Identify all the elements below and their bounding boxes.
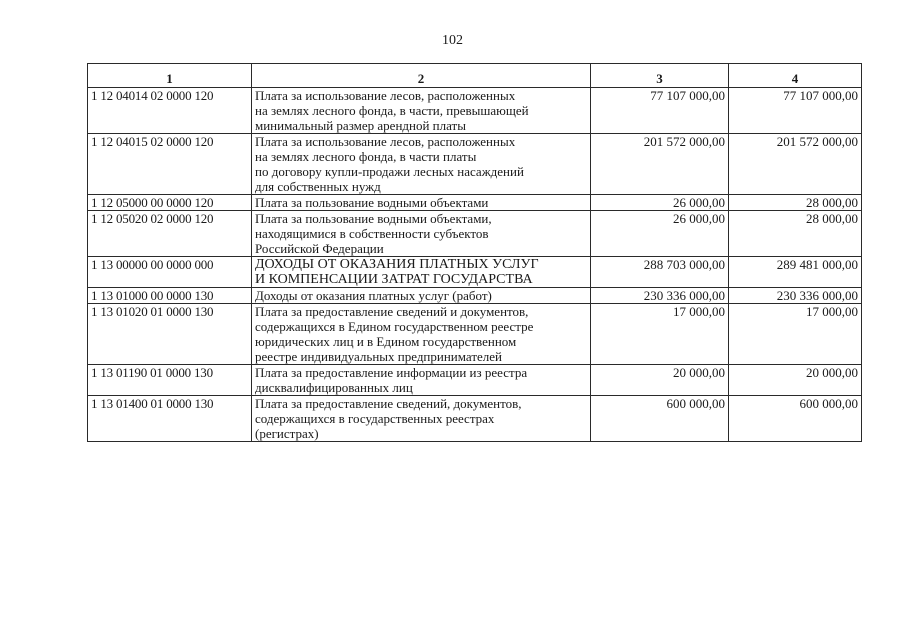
- column-header-2: 2: [252, 64, 591, 88]
- table-row: [88, 365, 862, 396]
- budget-classification-code: 1 13 01190 01 0000 130: [88, 365, 252, 396]
- amount-column-4: 77 107 000,00: [729, 88, 862, 134]
- column-header-3: 3: [591, 64, 729, 88]
- amount-column-3: 230 336 000,00: [591, 288, 729, 304]
- revenue-name-line: Российской Федерации: [255, 241, 384, 256]
- budget-classification-code: 1 12 05020 02 0000 120: [88, 211, 252, 257]
- amount-column-3: 17 000,00: [591, 304, 729, 365]
- revenue-name-line: Плата за использование лесов, расположенных: [255, 134, 516, 149]
- column-header-4: 4: [729, 64, 862, 88]
- budget-classification-code: 1 13 00000 00 0000 000: [88, 257, 252, 288]
- revenue-name-line: на землях лесного фонда, в части платы: [255, 149, 477, 164]
- table-row: [88, 304, 862, 365]
- amount-column-3: 288 703 000,00: [591, 257, 729, 288]
- budget-classification-code: 1 12 04014 02 0000 120: [88, 88, 252, 134]
- revenue-name-line: по договору купли-продажи лесных насаждений: [255, 164, 524, 179]
- column-header-1: 1: [88, 64, 252, 88]
- revenue-name-line: Плата за предоставление сведений и документов,: [255, 304, 529, 319]
- table-row: [88, 211, 862, 257]
- revenue-name: [252, 195, 591, 211]
- page-number: 102: [442, 33, 463, 48]
- amount-column-3: 26 000,00: [591, 195, 729, 211]
- revenue-name-line: Плата за предоставление информации из реестра: [255, 365, 528, 380]
- table-row: [88, 195, 862, 211]
- budget-classification-code: 1 12 04015 02 0000 120: [88, 134, 252, 195]
- amount-column-4: 201 572 000,00: [729, 134, 862, 195]
- amount-column-3: 77 107 000,00: [591, 88, 729, 134]
- budget-classification-code: 1 12 05000 00 0000 120: [88, 195, 252, 211]
- budget-classification-code: 1 13 01400 01 0000 130: [88, 396, 252, 442]
- revenue-name-line: реестре индивидуальных предпринимателей: [255, 349, 502, 364]
- table-row: [88, 288, 862, 304]
- table-row: [88, 396, 862, 442]
- amount-column-3: 20 000,00: [591, 365, 729, 396]
- revenue-name: [252, 211, 591, 257]
- revenue-name: [252, 365, 591, 396]
- amount-column-4: 17 000,00: [729, 304, 862, 365]
- revenue-name: [252, 257, 591, 288]
- table-row: [88, 257, 862, 288]
- revenue-name: [252, 134, 591, 195]
- amount-column-3: 600 000,00: [591, 396, 729, 442]
- revenue-name-line: (регистрах): [255, 426, 319, 441]
- revenue-name-line: содержащихся в государственных реестрах: [255, 411, 495, 426]
- revenue-name-line: Плата за использование лесов, расположенных: [255, 88, 516, 103]
- revenue-name-line: юридических лиц и в Едином государственном: [255, 334, 517, 349]
- amount-column-4: 28 000,00: [729, 195, 862, 211]
- revenue-name: [252, 288, 591, 304]
- revenue-name-line: на землях лесного фонда, в части, превышающей: [255, 103, 529, 118]
- budget-classification-code: 1 13 01020 01 0000 130: [88, 304, 252, 365]
- revenue-name-line: ДОХОДЫ ОТ ОКАЗАНИЯ ПЛАТНЫХ УСЛУГ: [255, 257, 539, 272]
- table-row: [88, 88, 862, 134]
- revenue-name-line: содержащихся в Едином государственном реестре: [255, 319, 534, 334]
- amount-column-3: 201 572 000,00: [591, 134, 729, 195]
- amount-column-4: 28 000,00: [729, 211, 862, 257]
- revenue-name: [252, 88, 591, 134]
- amount-column-4: 230 336 000,00: [729, 288, 862, 304]
- revenue-name-line: Плата за предоставление сведений, документов,: [255, 396, 522, 411]
- amount-column-4: 20 000,00: [729, 365, 862, 396]
- revenue-name-line: находящимися в собственности субъектов: [255, 226, 489, 241]
- table-body: [88, 88, 862, 442]
- budget-revenue-table: [87, 63, 862, 442]
- amount-column-4: 289 481 000,00: [729, 257, 862, 288]
- revenue-name-line: для собственных нужд: [255, 179, 381, 194]
- revenue-name-line: Плата за пользование водными объектами: [255, 195, 489, 210]
- revenue-name-line: Доходы от оказания платных услуг (работ): [255, 288, 492, 303]
- revenue-name: [252, 304, 591, 365]
- revenue-name-line: И КОМПЕНСАЦИИ ЗАТРАТ ГОСУДАРСТВА: [255, 272, 533, 287]
- amount-column-4: 600 000,00: [729, 396, 862, 442]
- table-header-row: [88, 64, 862, 88]
- revenue-name-line: минимальный размер арендной платы: [255, 118, 466, 133]
- revenue-name-line: Плата за пользование водными объектами,: [255, 211, 492, 226]
- table-row: [88, 134, 862, 195]
- revenue-name: [252, 396, 591, 442]
- amount-column-3: 26 000,00: [591, 211, 729, 257]
- budget-classification-code: 1 13 01000 00 0000 130: [88, 288, 252, 304]
- revenue-name-line: дисквалифицированных лиц: [255, 380, 413, 395]
